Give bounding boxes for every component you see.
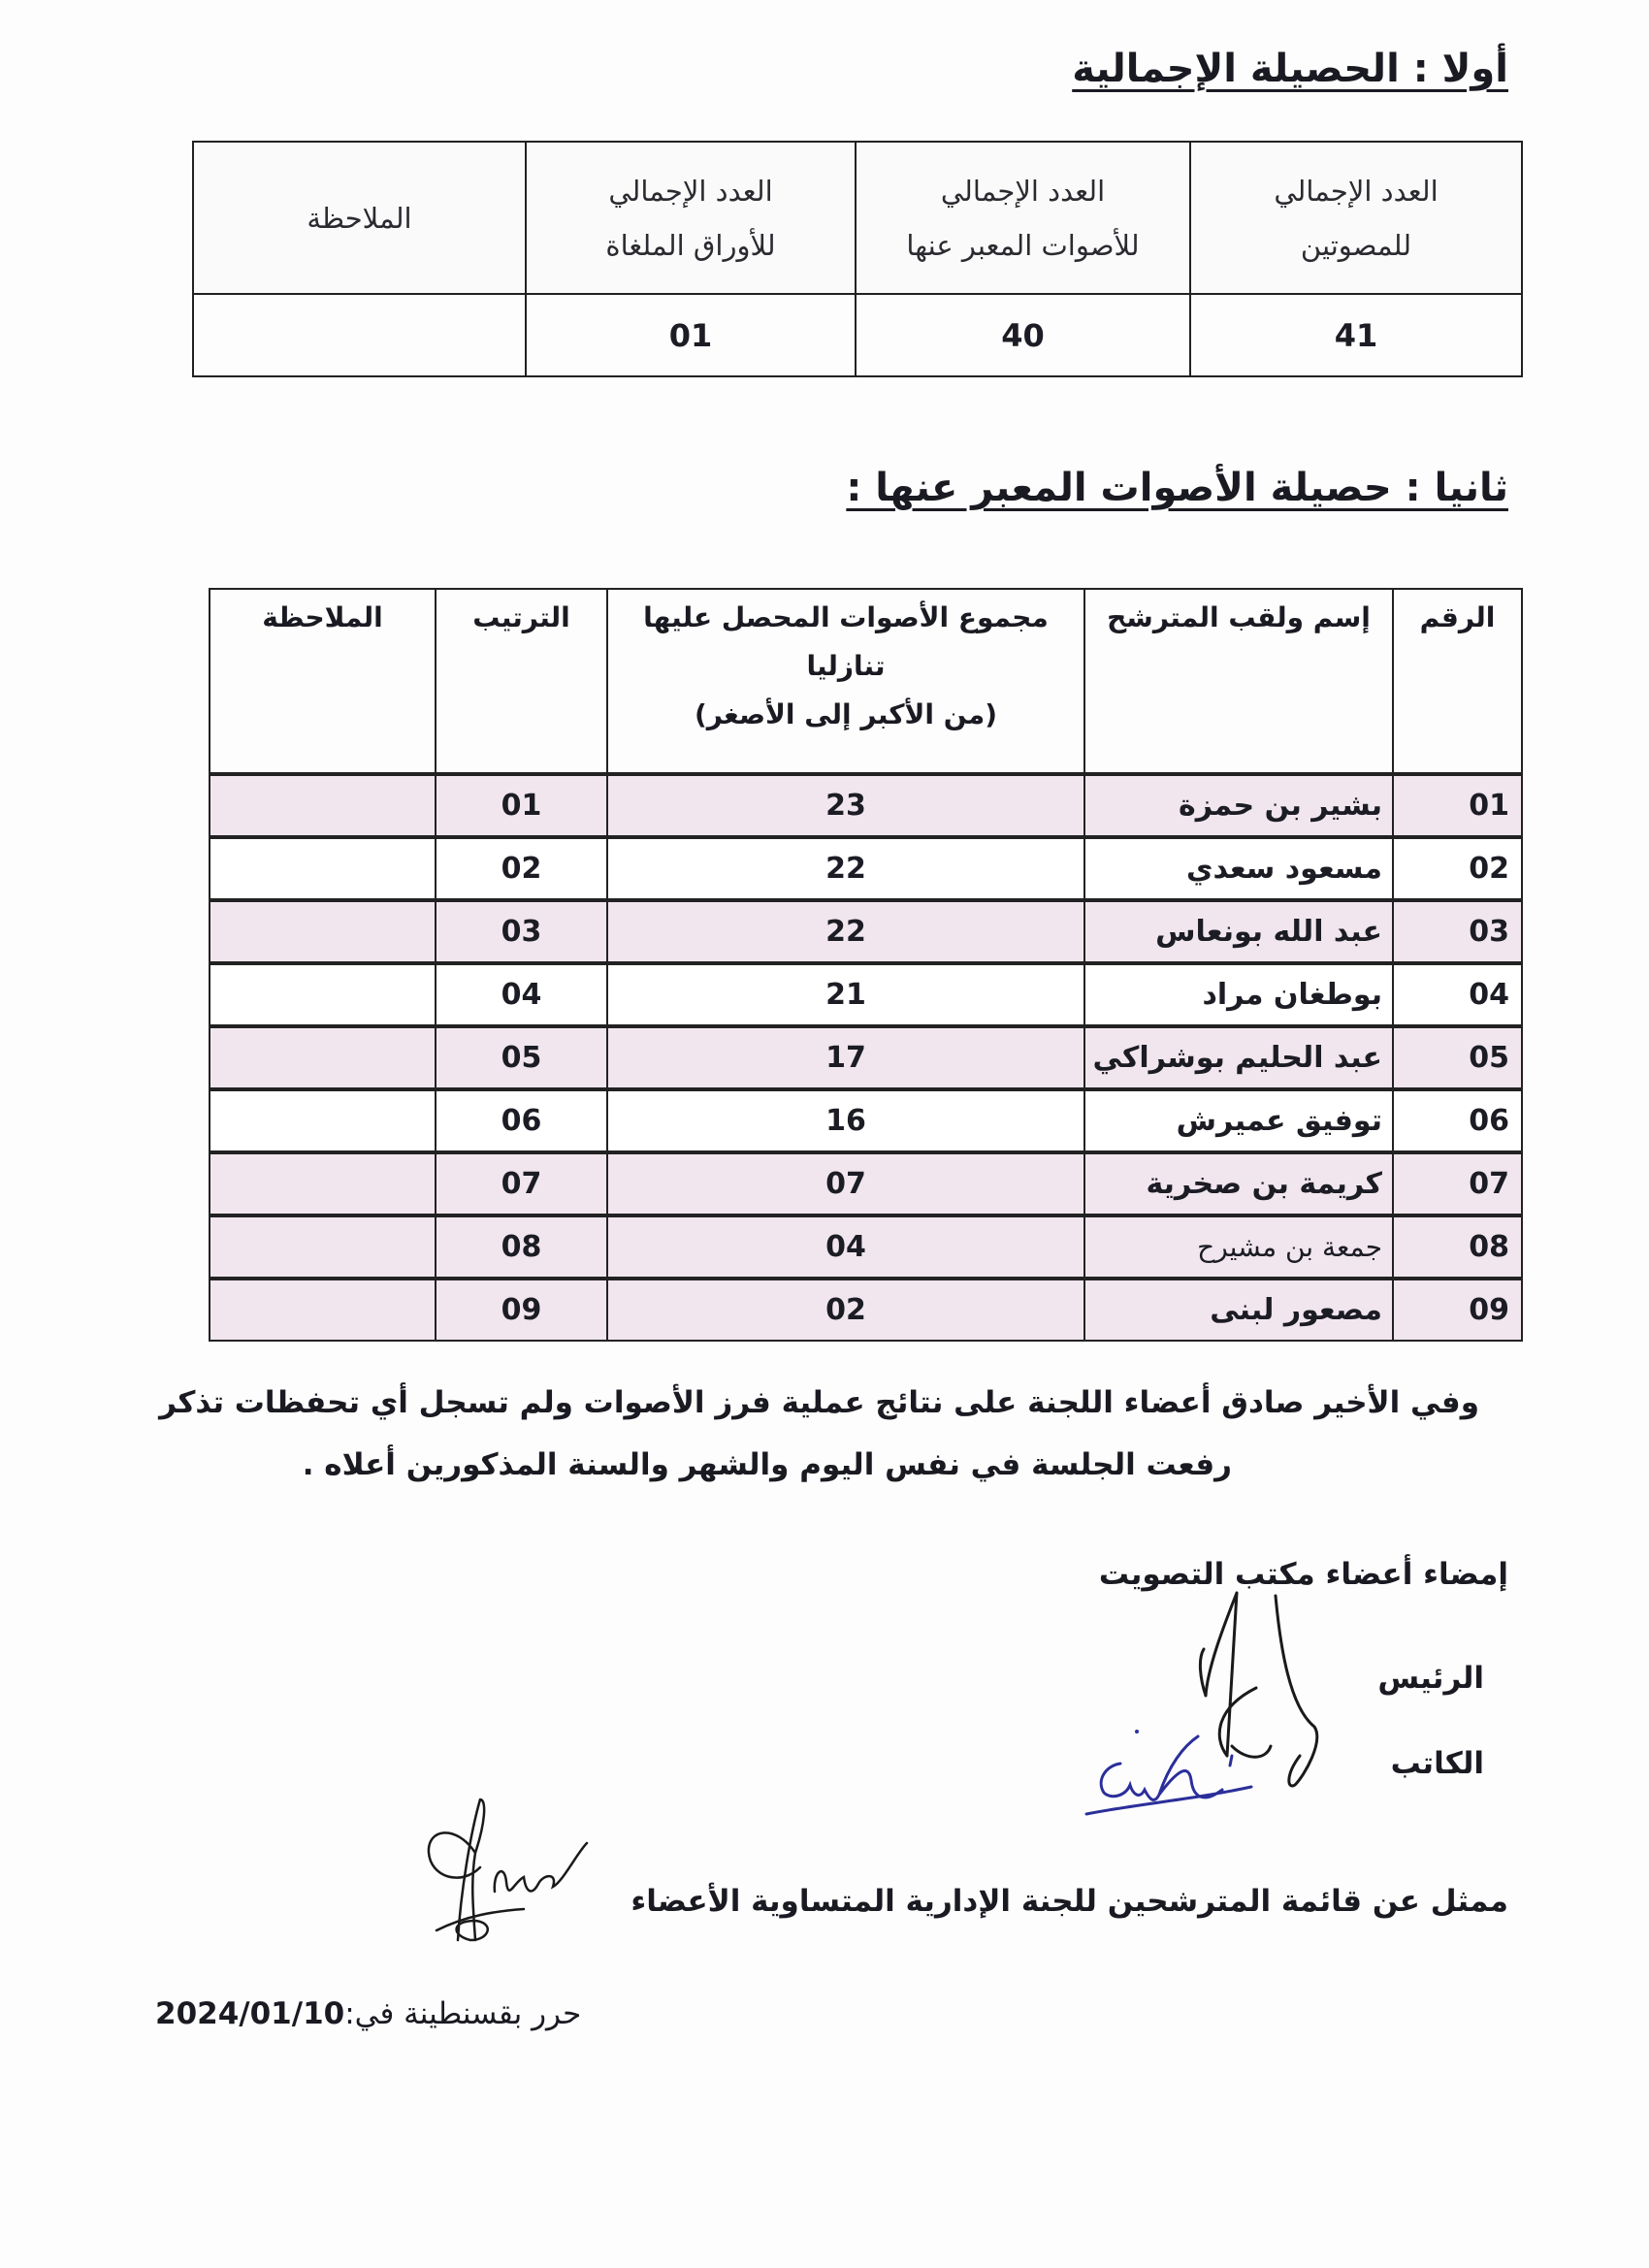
candidate-number: 03 [1393,900,1522,963]
candidate-notes [210,1152,436,1215]
totals-values-row [193,294,1522,376]
candidate-votes: 22 [607,900,1084,963]
candidate-rank: 02 [436,837,607,900]
candidate-notes [210,774,436,837]
header-total-expressed-line1: العدد الإجمالي [940,174,1106,208]
header-total-void-line1: العدد الإجمالي [608,174,773,208]
header-total-voters-line1: العدد الإجمالي [1274,174,1439,208]
candidate-row [210,837,1522,900]
candidate-notes [210,1089,436,1152]
candidate-row [210,900,1522,963]
header-total-voters [1190,142,1522,294]
candidate-number: 06 [1393,1089,1522,1152]
candidates-table [209,588,1523,1342]
header-votes-line3: (من الأكبر إلى الأصغر) [694,698,998,730]
candidate-notes [210,963,436,1026]
candidates-header-row [210,589,1522,774]
issued-place-label: حرر بقسنطينة في: [344,1996,582,2031]
candidate-votes: 07 [607,1152,1084,1215]
candidate-rank: 03 [436,900,607,963]
header-number: الرقم [1393,589,1522,774]
candidate-name: مسعود سعدي [1084,837,1393,900]
candidate-number: 05 [1393,1026,1522,1089]
header-notes-label: الملاحظة [307,201,412,235]
header-candidate: إسم ولقب المترشح [1084,589,1393,774]
candidate-number: 09 [1393,1279,1522,1341]
candidate-name: بوطغان مراد [1084,963,1393,1026]
candidate-rank: 09 [436,1279,607,1341]
value-expressed-votes: 40 [856,294,1190,376]
closing-line-2: رفعت الجلسة في نفس اليوم والشهر والسنة المذكورين أعلاه . [302,1447,1232,1482]
candidate-name: عبد الله بونعاس [1084,900,1393,963]
header-total-voters-line2: للمصوتين [1300,228,1412,262]
issued-at-line [155,1996,581,2031]
candidate-row [210,963,1522,1026]
candidate-rank: 07 [436,1152,607,1215]
value-void-ballots: 01 [526,294,856,376]
candidate-name: مصعور لبنى [1084,1279,1393,1341]
section-1-title: أولا : الحصيلة الإجمالية [1072,47,1508,91]
candidate-votes: 22 [607,837,1084,900]
candidate-votes: 23 [607,774,1084,837]
header-total-void [526,142,856,294]
totals-header-row [193,142,1522,294]
candidate-row [210,774,1522,837]
candidate-number: 01 [1393,774,1522,837]
issued-date: 2024/01/10 [155,1996,345,2031]
candidate-number: 07 [1393,1152,1522,1215]
header-total-expressed-line2: للأصوات المعبر عنها [906,228,1140,262]
candidate-row [210,1215,1522,1279]
candidate-name: كريمة بن صخرية [1084,1152,1393,1215]
header-notes [193,142,526,294]
header-notes: الملاحظة [210,589,436,774]
candidate-rank: 01 [436,774,607,837]
candidate-notes [210,1279,436,1341]
value-notes [193,294,526,376]
candidate-notes [210,900,436,963]
candidate-votes: 02 [607,1279,1084,1341]
candidate-votes: 21 [607,963,1084,1026]
candidate-votes: 04 [607,1215,1084,1279]
candidate-name: عبد الحليم بوشراكي [1084,1026,1393,1089]
closing-line-1: وفي الأخير صادق أعضاء اللجنة على نتائج عملية فرز الأصوات ولم تسجل أي تحفظات تذكر [159,1385,1479,1420]
candidate-name: توفيق عميرش [1084,1089,1393,1152]
candidate-row [210,1026,1522,1089]
candidate-votes: 16 [607,1089,1084,1152]
representative-signature [417,1795,592,1960]
header-total-void-line2: للأوراق الملغاة [605,228,776,262]
value-total-voters: 41 [1190,294,1522,376]
candidate-rank: 04 [436,963,607,1026]
candidate-row [210,1152,1522,1215]
secretary-label: الكاتب [1390,1746,1484,1781]
candidate-row [210,1279,1522,1341]
candidate-rank: 06 [436,1089,607,1152]
header-votes [607,589,1084,774]
candidate-notes [210,837,436,900]
header-rank: الترتيب [436,589,607,774]
header-total-expressed [856,142,1190,294]
candidate-number: 08 [1393,1215,1522,1279]
header-votes-line2: تنازليا [806,650,886,682]
candidate-votes: 17 [607,1026,1084,1089]
candidate-row [210,1089,1522,1152]
totals-table [192,141,1523,377]
section-2-title: ثانيا : حصيلة الأصوات المعبر عنها : [846,466,1508,510]
candidate-number: 02 [1393,837,1522,900]
president-label: الرئيس [1377,1661,1484,1696]
candidate-rank: 08 [436,1215,607,1279]
candidate-notes [210,1026,436,1089]
candidate-name: جمعة بن مشيرح [1084,1215,1393,1279]
signatures-heading: إمضاء أعضاء مكتب التصويت [1098,1557,1508,1592]
candidate-rank: 05 [436,1026,607,1089]
candidate-notes [210,1215,436,1279]
candidate-number: 04 [1393,963,1522,1026]
representative-label: ممثل عن قائمة المترشحين للجنة الإدارية المتساوية الأعضاء [630,1884,1508,1919]
candidate-name: بشير بن حمزة [1084,774,1393,837]
header-votes-line1: مجموع الأصوات المحصل عليها [643,601,1049,633]
secretary-signature [1077,1707,1290,1824]
